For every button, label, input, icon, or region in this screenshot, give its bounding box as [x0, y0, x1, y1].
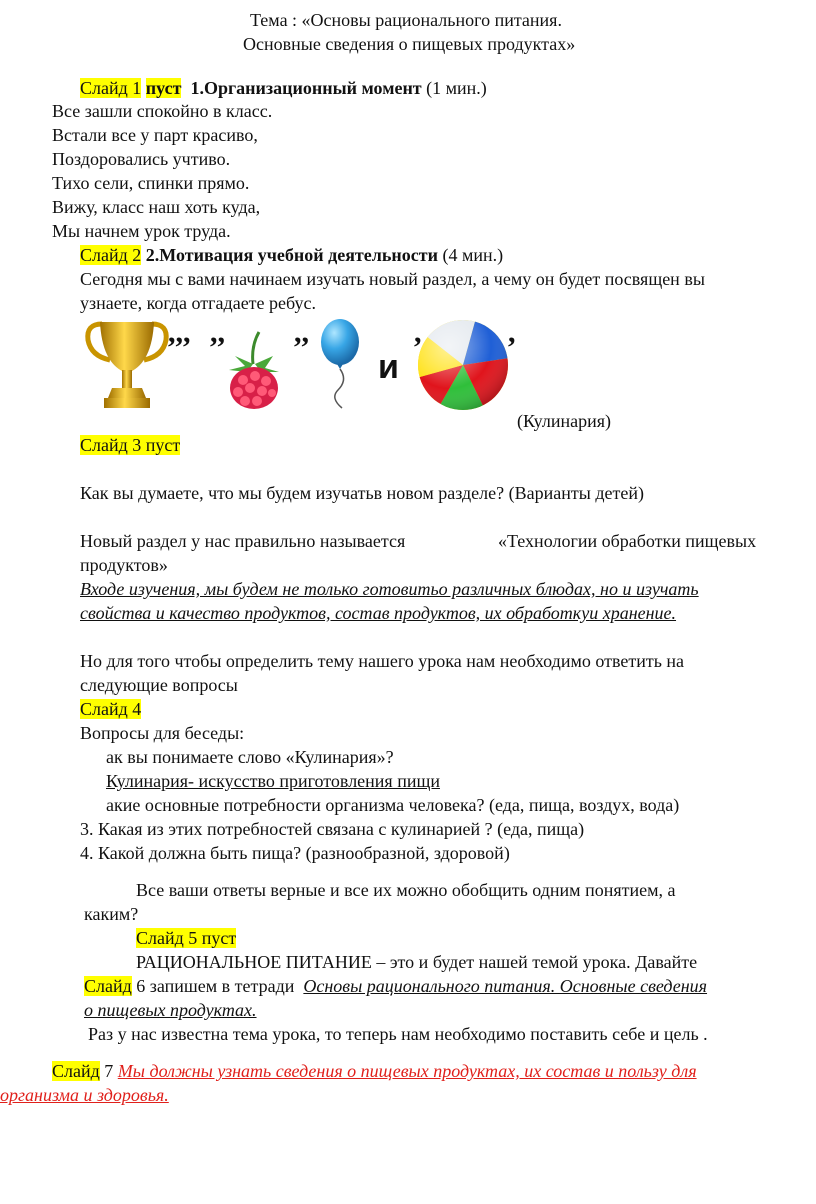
question-3: 3. Какая из этих потребностей связана с кулинарией ? (еда, пища)	[80, 819, 585, 839]
poem-line: Вижу, класс наш хоть куда,	[52, 197, 261, 217]
answer-1: Кулинария- искусство приготовления пищи	[106, 771, 440, 791]
rebus-commas-2: ,,	[210, 316, 225, 349]
rebus-commas-1: ,,,	[168, 316, 191, 349]
slide1-label: Слайд 1	[80, 78, 142, 98]
slide7-number: 7	[104, 1061, 114, 1081]
section2-text-2: узнаете, когда отгадаете ребус.	[80, 293, 316, 313]
slide2-label: Слайд 2	[80, 245, 142, 265]
slide6-text: запишем в тетради	[149, 976, 295, 996]
slide1-empty-marker: пуст	[145, 78, 182, 98]
lesson-goal-1: Мы должны узнать сведения о пищевых продуктах, их состав и пользу для	[117, 1061, 697, 1081]
section3-para1-a: Новый раздел у нас правильно называется	[80, 531, 406, 551]
slide4-label: Слайд 4	[80, 699, 142, 719]
section6-line-2: Раз у нас известна тема урока, то теперь нам необходимо поставить себе и цель .	[88, 1024, 708, 1044]
slide5-label: Слайд 5 пуст	[136, 928, 237, 948]
question-1: ак вы понимаете слово «Кулинария»?	[106, 747, 394, 767]
slide6-number: 6	[136, 976, 146, 996]
slide1-line	[80, 77, 487, 99]
section5-line-3b: Давайте	[635, 952, 698, 972]
rebus-comma-4: ,	[414, 316, 422, 349]
section1-heading: .Организационный момент	[199, 78, 422, 98]
section3-para1-b: «Технологии обработки пищевых	[498, 531, 757, 551]
question-4: 4. Какой должна быть пища? (разнообразной, здоровой)	[80, 843, 510, 863]
lesson-topic-italic-2: о пищевых продуктах.	[84, 1000, 257, 1020]
section3-italic-1: Входе изучения, мы будем не только готовитьо различных блюдах, но и изучать	[80, 579, 699, 599]
section2-text-1: Сегодня мы с вами начинаем изучать новый раздел, а чему он будет посвящен вы	[80, 269, 705, 289]
section4-intro: Вопросы для беседы:	[80, 723, 245, 743]
lesson-goal-2: организма и здоровья.	[0, 1085, 169, 1105]
section1-time: (1 мин.)	[426, 78, 487, 98]
slide3-line	[80, 434, 180, 456]
section3-para2-b: следующие вопросы	[80, 675, 238, 695]
section2-time: (4 мин.)	[442, 245, 504, 265]
section5-line-1: Все ваши ответы верные и все их можно обобщить одним понятием, а	[136, 880, 676, 900]
poem-line: Тихо сели, спинки прямо.	[52, 173, 250, 193]
poem-line: Мы начнем урок труда.	[52, 221, 231, 241]
slide4-line	[80, 698, 141, 720]
section3-para2-a: Но для того чтобы определить тему нашего урока нам необходимо ответить на	[80, 651, 685, 671]
section5-line-3	[136, 951, 697, 973]
section5-topic-text: РАЦИОНАЛЬНОЕ ПИТАНИЕ – это и будет нашей темой урока.	[136, 952, 631, 972]
poem-line: Все зашли спокойно в класс.	[52, 101, 273, 121]
title-line-2: Основные сведения о пищевых продуктах»	[243, 34, 576, 54]
raspberry-icon	[225, 330, 283, 410]
slide5-line	[136, 927, 236, 949]
trophy-icon	[82, 318, 172, 412]
rebus-letter: и	[378, 348, 399, 386]
slide6-label: Слайд	[84, 976, 132, 996]
slide3-label: Слайд 3 пуст	[80, 435, 181, 455]
poem-line: Поздоровались учтиво.	[52, 149, 231, 169]
section3-para1-c: продуктов»	[80, 555, 168, 575]
section3-question: Как вы думаете, что мы будем изучатьв новом разделе? (Варианты детей)	[80, 483, 644, 503]
section2-heading: 2.Мотивация учебной деятельности	[145, 245, 438, 265]
rebus-commas-3: ,,	[294, 316, 309, 349]
section1-number: 1	[190, 78, 200, 98]
title-line-1: Тема : «Основы рационального питания.	[250, 10, 562, 30]
beach-ball-icon	[416, 318, 510, 412]
section5-line-2: каким?	[84, 904, 139, 924]
balloon-icon	[318, 318, 362, 410]
slide7-label: Слайд	[52, 1061, 100, 1081]
slide2-line	[80, 244, 503, 266]
rebus-answer: (Кулинария)	[517, 411, 611, 431]
section3-italic-2: свойства и качество продуктов, состав продуктов, их обработкуи хранение.	[80, 603, 677, 623]
slide7-line	[52, 1060, 697, 1082]
question-2: акие основные потребности организма человека? (еда, пища, воздух, вода)	[106, 795, 680, 815]
rebus-comma-5: ,	[508, 316, 516, 349]
slide6-line	[84, 975, 707, 997]
poem-line: Встали все у парт красиво,	[52, 125, 258, 145]
lesson-topic-italic-1: Основы рационального питания. Основные сведения	[303, 976, 708, 996]
